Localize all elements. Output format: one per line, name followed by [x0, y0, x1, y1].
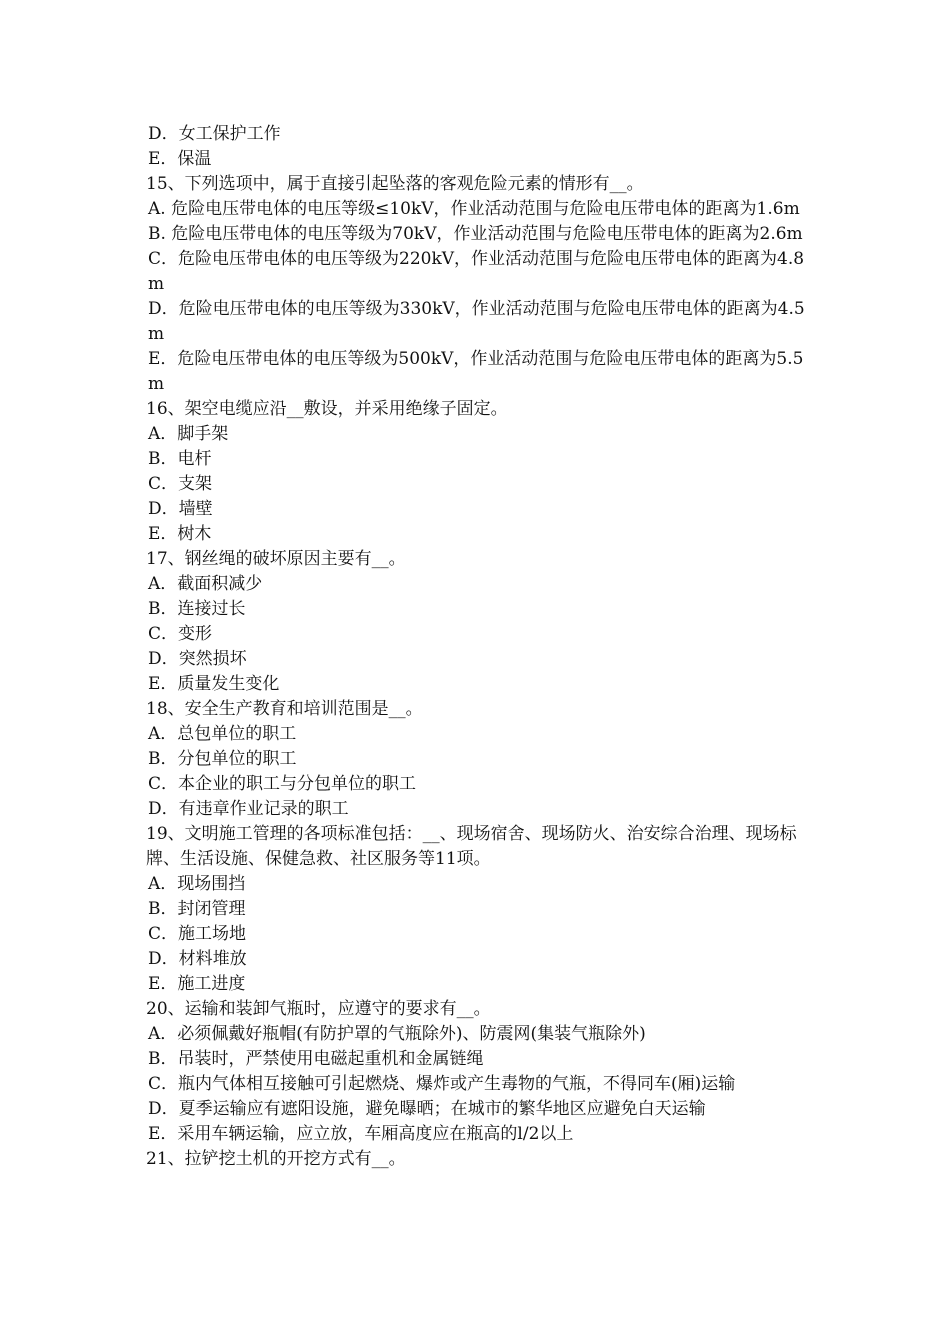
answer-option: B．封闭管理 — [148, 899, 246, 919]
question-text: 16、架空电缆应沿__敷设，并采用绝缘子固定。 — [146, 399, 508, 419]
question-text: 18、安全生产教育和培训范围是__。 — [146, 699, 423, 719]
question-text: 21、拉铲挖土机的开挖方式有__。 — [146, 1149, 406, 1169]
question-text: 17、钢丝绳的破坏原因主要有__。 — [146, 549, 406, 569]
answer-option: D．有违章作业记录的职工 — [148, 799, 349, 819]
question-text: 19、文明施工管理的各项标准包括：__、现场宿舍、现场防火、治安综合治理、现场标牌、生活设施、保健急救、社区服务等11项。 — [146, 824, 797, 869]
answer-option: B．电杆 — [148, 449, 212, 469]
answer-option: A．总包单位的职工 — [148, 724, 297, 744]
answer-option: A. 危险电压带电体的电压等级≤10kV，作业活动范围与危险电压带电体的距离为1.6m — [148, 199, 800, 219]
answer-option: C．危险电压带电体的电压等级为220kV，作业活动范围与危险电压带电体的距离为4.8m — [148, 249, 805, 294]
answer-option: C．施工场地 — [148, 924, 247, 944]
answer-option: B．连接过长 — [148, 599, 246, 619]
answer-option: E．施工进度 — [148, 974, 246, 994]
answer-option: D．墙壁 — [148, 499, 213, 519]
answer-option: A．脚手架 — [148, 424, 229, 444]
question-text: 15、下列选项中，属于直接引起坠落的客观危险元素的情形有__。 — [146, 174, 644, 194]
question-text: 20、运输和装卸气瓶时，应遵守的要求有__。 — [146, 999, 491, 1019]
answer-option: A．必须佩戴好瓶帽(有防护罩的气瓶除外)、防震网(集装气瓶除外) — [148, 1024, 646, 1044]
answer-option: C．瓶内气体相互接触可引起燃烧、爆炸或产生毒物的气瓶，不得同车(厢)运输 — [148, 1074, 736, 1094]
answer-option: B．吊装时，严禁使用电磁起重机和金属链绳 — [148, 1049, 484, 1069]
answer-option: D．女工保护工作 — [148, 124, 281, 144]
answer-option: A．截面积减少 — [148, 574, 263, 594]
answer-option: B．分包单位的职工 — [148, 749, 297, 769]
answer-option: D．材料堆放 — [148, 949, 247, 969]
answer-option: E．采用车辆运输，应立放，车厢高度应在瓶高的l/2以上 — [148, 1124, 574, 1144]
answer-option: E．树木 — [148, 524, 212, 544]
answer-option: D．突然损坏 — [148, 649, 247, 669]
answer-option: E．质量发生变化 — [148, 674, 280, 694]
answer-option: A．现场围挡 — [148, 874, 246, 894]
answer-option: D．夏季运输应有遮阳设施，避免曝晒；在城市的繁华地区应避免白天运输 — [148, 1099, 706, 1119]
answer-option: E．危险电压带电体的电压等级为500kV，作业活动范围与危险电压带电体的距离为5.5m — [148, 349, 804, 394]
answer-option: D．危险电压带电体的电压等级为330kV，作业活动范围与危险电压带电体的距离为4.5m — [148, 299, 805, 344]
answer-option: C．变形 — [148, 624, 213, 644]
answer-option: E．保温 — [148, 149, 212, 169]
answer-option: C．支架 — [148, 474, 213, 494]
answer-option: C．本企业的职工与分包单位的职工 — [148, 774, 417, 794]
answer-option: B. 危险电压带电体的电压等级为70kV，作业活动范围与危险电压带电体的距离为2.6m — [148, 224, 803, 244]
document-body — [146, 122, 810, 1172]
